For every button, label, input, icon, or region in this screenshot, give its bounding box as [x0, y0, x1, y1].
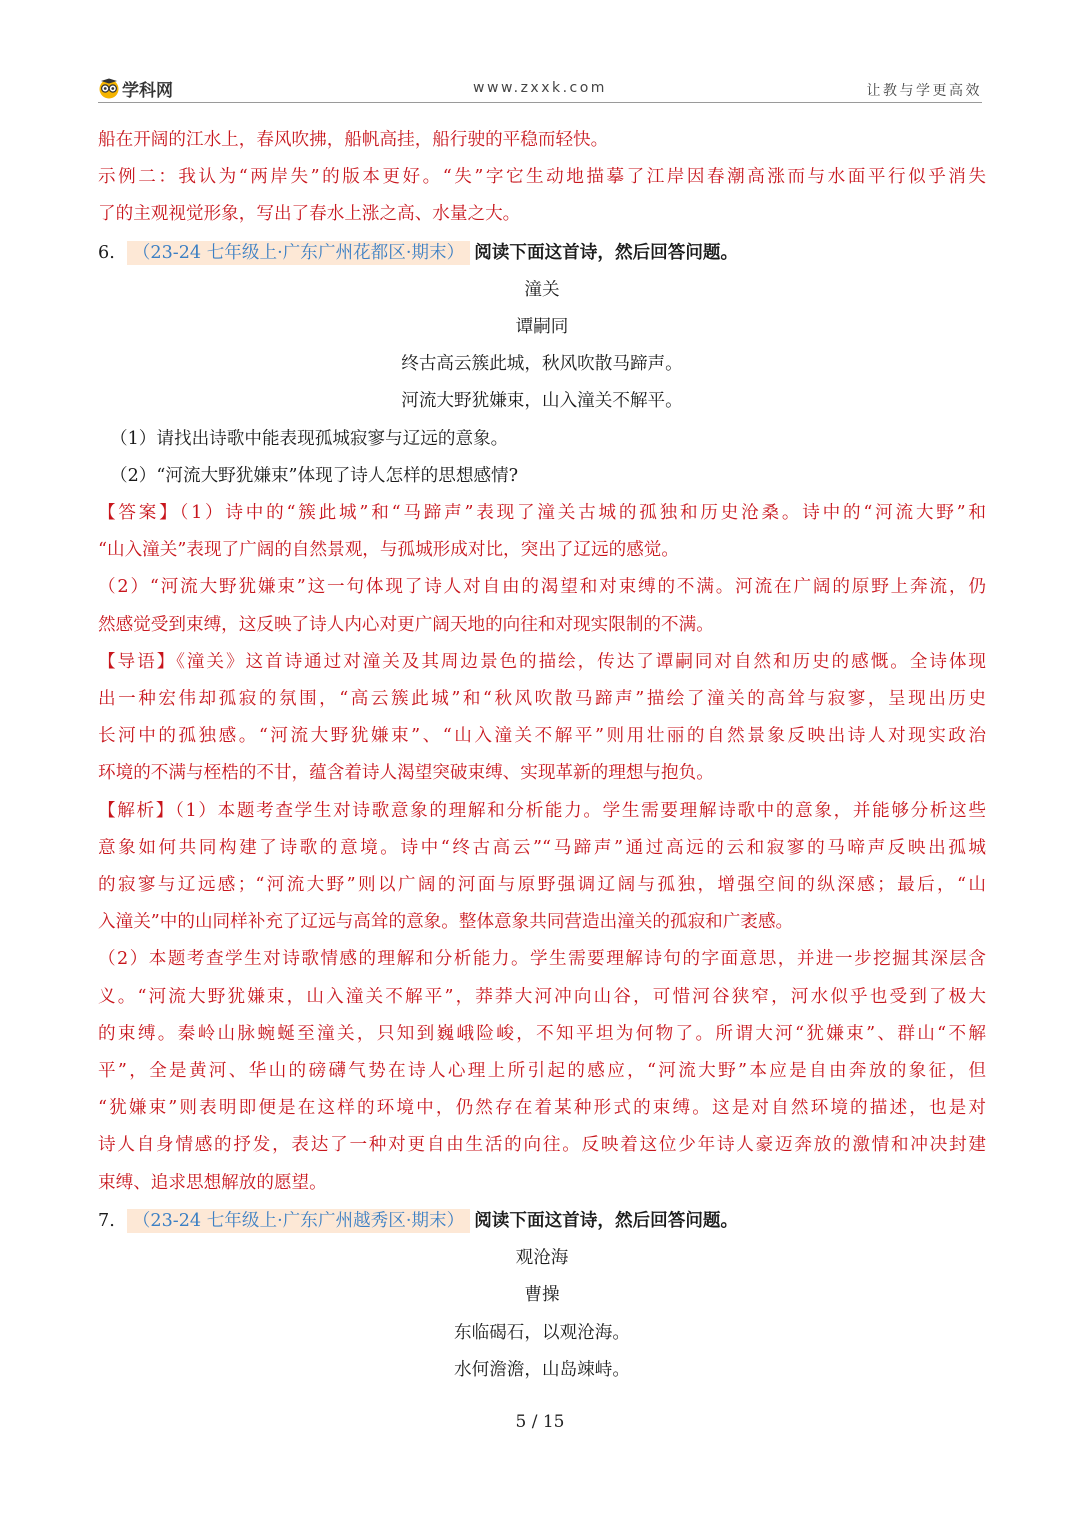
poem-line: 终古高云簇此城，秋风吹散马蹄声。 — [401, 354, 683, 375]
question-7-heading — [98, 1202, 986, 1240]
answer-line: “山入潼关”表现了广阔的自然景观，与孤城形成对比，突出了辽远的感觉。 — [98, 540, 679, 561]
page-header — [98, 76, 982, 103]
question-source: （23-24 七年级上·广东广州花都区·期末） — [127, 241, 470, 265]
poem-line: 河流大野犹嫌束，山入潼关不解平。 — [401, 391, 683, 412]
analysis-line: 入潼关”中的山同样补充了辽远与高耸的意象。整体意象共同营造出潼关的孤寂和广袤感。 — [98, 912, 794, 933]
analysis-line: 诗人自身情感的抒发，表达了一种对更自由生活的向往。反映着这位少年诗人豪迈奔放的激情和冲决封建 — [98, 1135, 986, 1156]
answer-line: （2）“河流大野犹嫌束”这一句体现了诗人对自由的渴望和对束缚的不满。河流在广阔的原野上奔流，仍 — [98, 577, 986, 598]
answer-line: 【答案】（1）诗中的“簇此城”和“马蹄声”表现了潼关古城的孤独和历史沧桑。诗中的“河流大野”和 — [98, 503, 986, 524]
answer-line: 然感觉受到束缚，这反映了诗人内心对更广阔天地的向往和对现实限制的不满。 — [98, 614, 714, 635]
poem-line: 东临碣石，以观沧海。 — [454, 1322, 630, 1343]
guide-line: 环境的不满与桎梏的不甘，蕴含着诗人渴望突破束缚、实现革新的理想与抱负。 — [98, 763, 714, 784]
question-6-heading — [98, 234, 986, 272]
question-number: 6. — [98, 242, 115, 263]
answer-line: 示例二：我认为“两岸失”的版本更好。“失”字它生动地描摹了江岸因春潮高涨而与水面平行似乎消失 — [98, 167, 986, 188]
answer-line: 船在开阔的江水上，春风吹拂，船帆高挂，船行驶的平稳而轻快。 — [98, 130, 609, 150]
site-url: www.zxxk.com — [473, 80, 607, 96]
question-prompt: 阅读下面这首诗，然后回答问题。 — [474, 1209, 739, 1231]
analysis-line: “犹嫌束”则表明即便是在这样的环境中，仍然存在着某种形式的束缚。这是对自然环境的描述，也是对 — [98, 1098, 986, 1119]
analysis-line: 义。“河流大野犹嫌束，山入潼关不解平”，莽莽大河冲向山谷，可惜河谷狭窄，河水似乎也受到了极大 — [98, 986, 986, 1007]
analysis-line: 【解析】（1）本题考查学生对诗歌意象的理解和分析能力。学生需要理解诗歌中的意象，并能够分析这些 — [98, 800, 986, 821]
analysis-line: （2）本题考查学生对诗歌情感的理解和分析能力。学生需要理解诗句的字面意思，并进一步挖掘其深层含 — [98, 949, 986, 970]
poem-author: 曹操 — [524, 1285, 560, 1306]
analysis-line: 平”，全是黄河、华山的磅礴气势在诗人心理上所引起的感应，“河流大野”本应是自由奔放的象征，但 — [98, 1061, 986, 1082]
poem-title: 观沧海 — [515, 1248, 569, 1269]
analysis-line: 的束缚。秦岭山脉蜿蜒至潼关，只知到巍峨险峻，不知平坦为何物了。所谓大河“犹嫌束”、群山“不解 — [98, 1023, 986, 1044]
poem-title: 潼关 — [524, 279, 560, 300]
answer-line: 了的主观视觉形象，写出了春水上涨之高、水量之大。 — [98, 204, 521, 225]
page-content — [98, 122, 986, 1389]
sub-question: （1）请找出诗歌中能表现孤城寂寥与辽远的意象。 — [110, 428, 509, 449]
poem-line: 水何澹澹，山岛竦峙。 — [454, 1359, 630, 1380]
guide-line: 【导语】《潼关》这首诗通过对潼关及其周边景色的描绘，传达了谭嗣同对自然和历史的感慨。全诗体现 — [98, 651, 986, 672]
analysis-line: 的寂寥与辽远感；“河流大野”则以广阔的河面与原野强调辽阔与孤独，增强空间的纵深感；最后，“山 — [98, 875, 986, 896]
analysis-line: 束缚、追求思想解放的愿望。 — [98, 1172, 327, 1193]
question-source: （23-24 七年级上·广东广州越秀区·期末） — [127, 1209, 470, 1233]
guide-line: 出一种宏伟却孤寂的氛围，“高云簇此城”和“秋风吹散马蹄声”描绘了潼关的高耸与寂寥，呈现出历史 — [98, 689, 986, 710]
analysis-line: 意象如何共同构建了诗歌的意境。诗中“终古高云”“马蹄声”通过高远的云和寂寥的马啼声反映出孤城 — [98, 837, 986, 858]
poem-author: 谭嗣同 — [515, 317, 569, 338]
logo-text: 学科网 — [122, 80, 173, 101]
question-prompt: 阅读下面这首诗，然后回答问题。 — [474, 241, 739, 263]
page-number: 5 / 15 — [515, 1412, 565, 1432]
guide-line: 长河中的孤独感。“河流大野犹嫌束”、“山入潼关不解平”则用壮丽的自然景象反映出诗人对现实政治 — [98, 726, 986, 747]
question-number: 7. — [98, 1210, 115, 1231]
header-slogan: 让教与学更高效 — [866, 83, 982, 99]
sub-question: （2）“河流大野犹嫌束”体现了诗人怎样的思想感情? — [110, 465, 519, 486]
